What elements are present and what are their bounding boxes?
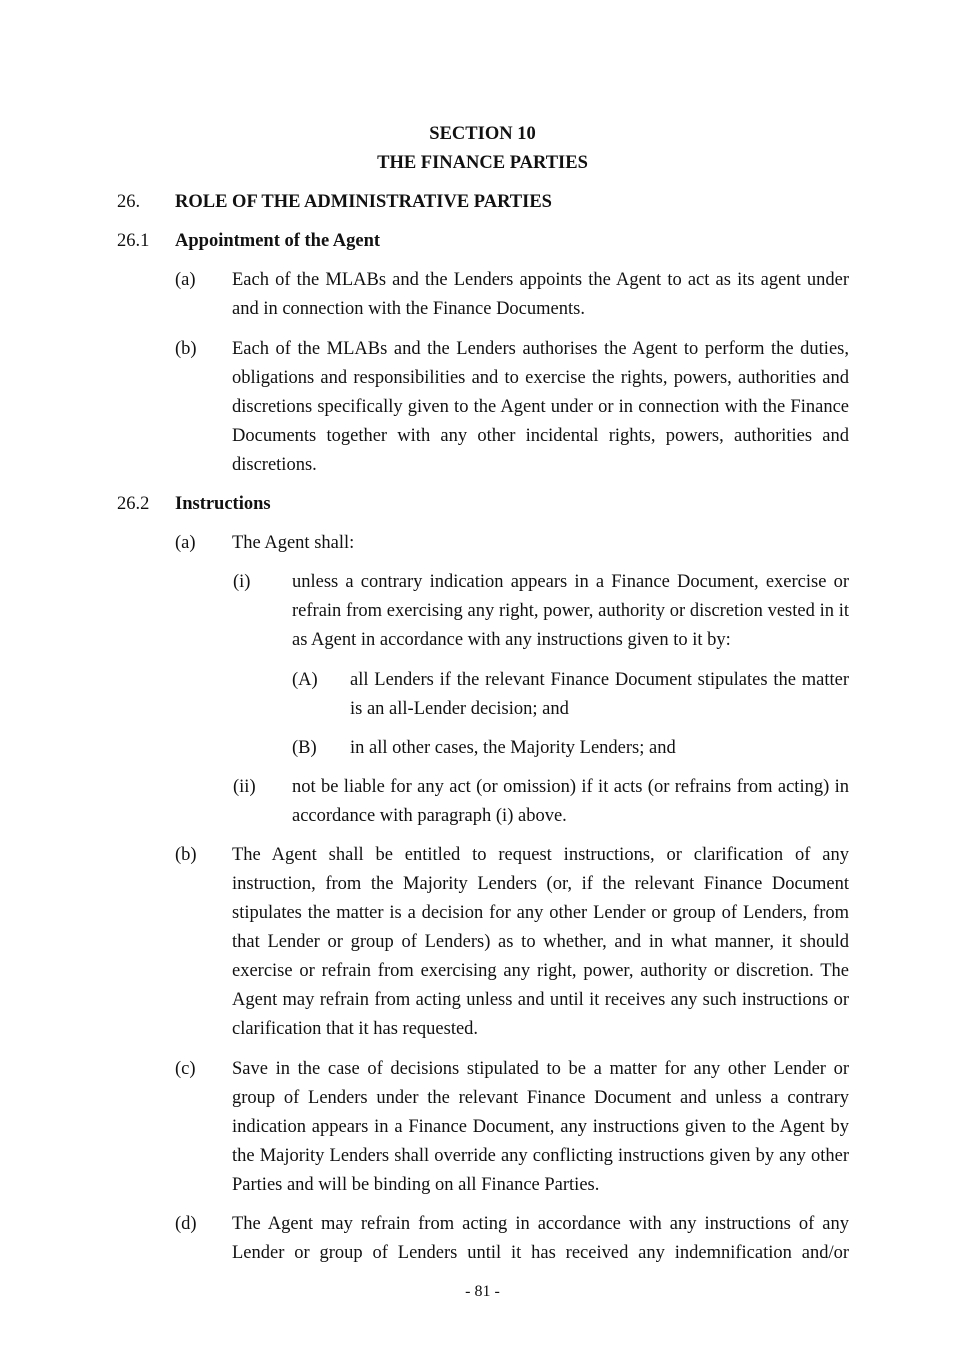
clause-title: ROLE OF THE ADMINISTRATIVE PARTIES [175,192,552,212]
subclause-26-1-title: Appointment of the Agent [175,231,381,251]
section-heading: SECTION 10 [429,124,536,144]
section-title: THE FINANCE PARTIES [377,153,588,173]
para-26-2-d-text: The Agent may refrain from acting in accordance with any instructions of any Lender or group of Lenders until it has received any indemnification and/or [232,1214,849,1263]
para-26-2-d-label: (d) [175,1214,197,1234]
para-26-2-a-i-B-text: in all other cases, the Majority Lenders; and [350,738,676,758]
para-26-2-a-i-A-label: (A) [292,670,318,690]
para-26-2-b-text: The Agent shall be entitled to request instructions, or clarification of any instruction, from the Majority Lenders (or, if the relevant Finance Document stipulates the matter is a decision for any other Lender or group of Lenders, from that Lender or group of Lenders) as to whether, and in what manner, it should exercise or refrain from exercising any right, power, authority or discretion. The Agent may refrain from acting unless and until it receives any such instructions or clarification that it has requested. [232,845,849,1039]
para-26-2-a-text: The Agent shall: [232,533,355,553]
page-number: - 81 - [465,1283,500,1300]
para-26-1-b-label: (b) [175,339,197,359]
para-26-2-a-i-B-label: (B) [292,738,317,758]
clause-number: 26. [117,192,141,212]
para-26-1-a-text: Each of the MLABs and the Lenders appoints the Agent to act as its agent under and in connection with the Finance Documents. [232,270,849,319]
para-26-1-a-label: (a) [175,270,196,290]
para-26-2-a-i-A-text: all Lenders if the relevant Finance Document stipulates the matter is an all-Lender decision; and [350,670,849,719]
para-26-2-b-label: (b) [175,845,197,865]
subclause-26-1-number: 26.1 [117,231,150,251]
para-26-2-a-i-label: (i) [233,572,251,592]
para-26-2-a-ii-label: (ii) [233,777,256,797]
para-26-2-c-label: (c) [175,1059,196,1079]
para-26-1-b-text: Each of the MLABs and the Lenders authorises the Agent to perform the duties, obligations and responsibilities and to exercise the rights, powers, authorities and discretions specifically given to the Agent under or in connection with the Finance Documents together with any other incidental rights, powers, authorities and discretions. [232,339,849,475]
para-26-2-a-label: (a) [175,533,196,553]
subclause-26-2-number: 26.2 [117,494,150,514]
para-26-2-a-i-text: unless a contrary indication appears in a Finance Document, exercise or refrain from exercising any right, power, authority or discretion vested in it as Agent in accordance with any instructions given to it by: [292,572,849,650]
subclause-26-2-title: Instructions [175,494,271,514]
para-26-2-a-ii-text: not be liable for any act (or omission) if it acts (or refrains from acting) in accordance with paragraph (i) above. [292,777,849,826]
para-26-2-c-text: Save in the case of decisions stipulated to be a matter for any other Lender or group of Lenders under the relevant Finance Document and unless a contrary indication appears in a Finance Document, any instructions given to the Agent by the Majority Lenders shall override any conflicting instructions given by any other Parties and will be binding on all Finance Parties. [232,1059,849,1195]
